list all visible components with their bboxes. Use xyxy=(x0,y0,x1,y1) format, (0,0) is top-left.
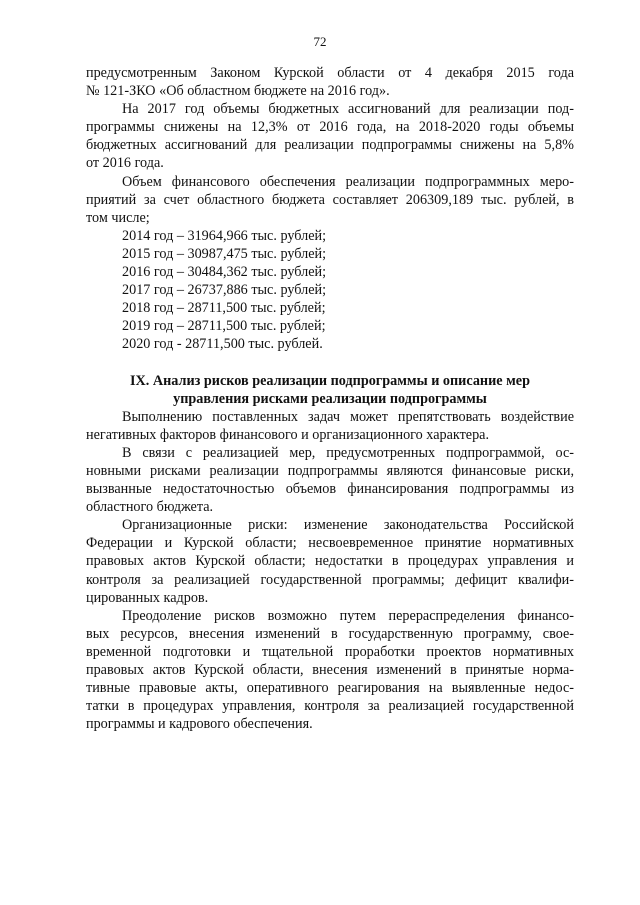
text-line: вых ресурсов, внесения изменений в государственную программу, свое- xyxy=(86,625,574,642)
page-number: 72 xyxy=(313,34,327,49)
text-line: контроля за реализацией государственной программы; дефицит квалифи- xyxy=(86,571,574,588)
paragraph-financing-total xyxy=(86,173,574,227)
text-line: Преодоление рисков возможно путем перераспределения финансо- xyxy=(122,607,574,624)
list-item: 2017 год – 26737,886 тыс. рублей; xyxy=(122,282,327,299)
text-line: новными рисками реализации подпрограммы являются финансовые риски, xyxy=(86,462,574,479)
text-line: программы и кадрового обеспечения. xyxy=(86,716,313,733)
text-line: предусмотренным Законом Курской области от 4 декабря 2015 года xyxy=(86,65,574,81)
financing-by-year-list xyxy=(86,227,574,354)
text-line: цированных кадров. xyxy=(86,589,209,606)
text-line: негативных факторов финансового и организационного характера. xyxy=(86,426,490,443)
list-item: 2018 год – 28711,500 тыс. рублей; xyxy=(122,300,326,317)
text-line: правовых актов Курской области, внесения изменений в принятые норма- xyxy=(86,662,574,678)
document-body xyxy=(86,64,574,733)
paragraph-budget-reduction xyxy=(86,100,574,172)
text-line: вызванные недостаточностью объемов финансирования подпрограммы из xyxy=(86,481,574,498)
text-line: программы снижены на 12,3% от 2016 года, на 2018-2020 годы объемы xyxy=(86,119,574,136)
text-line: правовых актов Курской области; недостатки в процедурах управления и xyxy=(86,553,574,570)
list-item: 2015 год – 30987,475 тыс. рублей; xyxy=(122,245,327,262)
list-item: 2014 год – 31964,966 тыс. рублей; xyxy=(122,227,327,244)
list-item: 2020 год - 28711,500 тыс. рублей. xyxy=(122,336,323,353)
text-line: областного бюджета. xyxy=(86,499,214,516)
text-line: приятий за счет областного бюджета составляет 206309,189 тыс. рублей, в xyxy=(86,191,574,208)
text-line: Выполнению поставленных задач может препятствовать воздействие xyxy=(122,408,574,425)
text-line: тивные правовые акты, оперативного реагирования на выявленные недос- xyxy=(86,680,574,697)
paragraph-financial-risks xyxy=(86,444,574,516)
text-line: Организационные риски: изменение законодательства Российской xyxy=(122,517,574,534)
text-line: временной подготовки и тщательной проработки проектов нормативных xyxy=(86,643,574,660)
text-line: В связи с реализацией мер, предусмотренных подпрограммой, ос- xyxy=(122,444,574,461)
heading-line: IX. Анализ рисков реализации подпрограммы и описание мер xyxy=(130,372,530,389)
text-line: На 2017 год объемы бюджетных ассигнований для реализации под- xyxy=(122,101,574,118)
paragraph-organizational-risks xyxy=(86,516,574,606)
text-line: том числе; xyxy=(86,209,150,226)
text-line: бюджетных ассигнований для реализации подпрограммы снижены на 5,8% xyxy=(86,137,574,154)
text-line: Федерации и Курской области; несвоевременное принятие нормативных xyxy=(86,535,574,552)
heading-line: управления рисками реализации подпрограммы xyxy=(173,390,487,407)
text-line: от 2016 года. xyxy=(86,155,164,172)
paragraph-risk-mitigation xyxy=(86,607,574,734)
text-line: № 121-ЗКО «Об областном бюджете на 2016 год». xyxy=(86,83,390,100)
list-item: 2016 год – 30484,362 тыс. рублей; xyxy=(122,264,327,281)
paragraph-risk-intro xyxy=(86,408,574,444)
text-line: татки в процедурах управления, контроля за реализацией государственной xyxy=(86,698,574,715)
list-item: 2019 год – 28711,500 тыс. рублей; xyxy=(122,318,326,335)
text-line: Объем финансового обеспечения реализации подпрограммных меро- xyxy=(122,173,574,190)
section-heading xyxy=(86,372,574,408)
paragraph-budget-law xyxy=(86,64,574,100)
